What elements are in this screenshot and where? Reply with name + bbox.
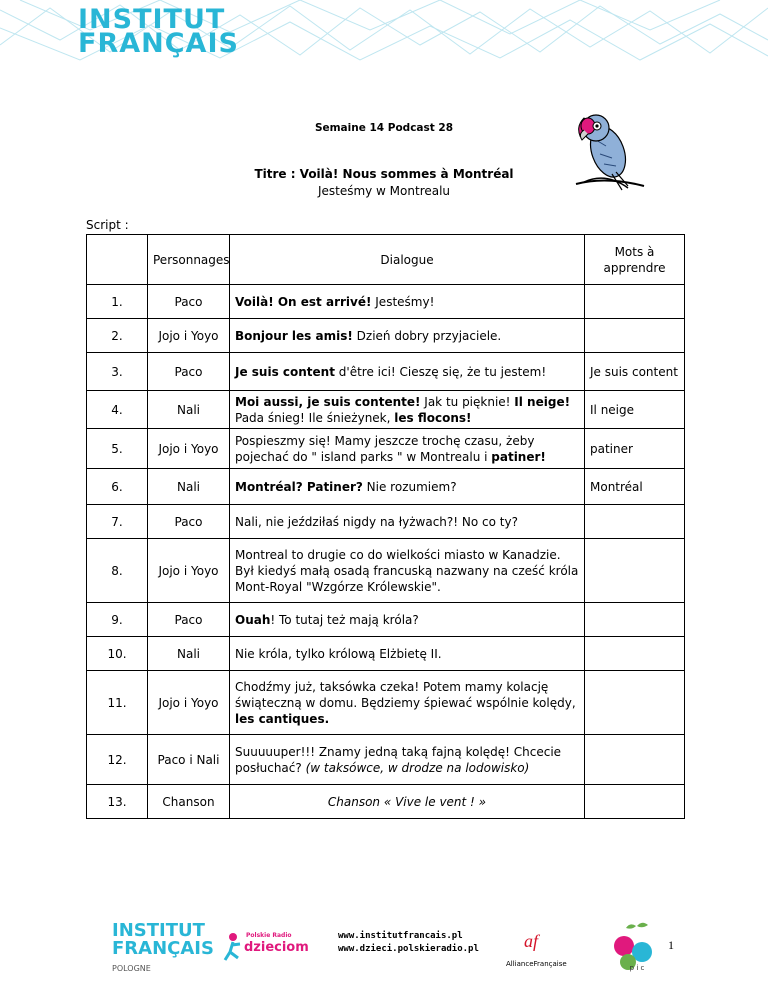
row-dialogue: [230, 391, 585, 429]
header-banner: [0, 0, 768, 62]
dialogue-text: Chodźmy już, taksówka czeka! Potem mamy kolację świąteczną w domu. Będziemy śpiewać wspólnie kolędy,: [235, 679, 576, 710]
dialogue-bold: Moi aussi, je suis contente!: [235, 394, 421, 409]
row-number: 8.: [87, 539, 148, 603]
row-character: Paco i Nali: [148, 735, 230, 785]
radio-small-label: Polskie Radio: [246, 932, 292, 939]
alliance-francaise-logo: [506, 926, 567, 968]
row-character: Nali: [148, 469, 230, 505]
row-dialogue: [230, 785, 585, 819]
dialogue-text: Pada śnieg! Ile śnieżynek,: [235, 410, 395, 425]
row-dialogue: [230, 285, 585, 319]
header-blank-cell: [87, 235, 148, 285]
dialogue-italic: (w taksówce, w drodze na lodowisko): [305, 760, 530, 775]
dialogue-bold: les flocons!: [394, 410, 472, 425]
dialogue-text: Montreal to drugie co do wielkości miasto w Kanadzie. Był kiedyś małą osadą francuską nazwany na cześć króla Mont-Royal "Wzgórze Królewskie".: [235, 547, 579, 594]
radio-name: dzieciom: [244, 940, 309, 955]
pic-letters: p i c: [629, 964, 645, 972]
logo-line-1: INSTITUT: [78, 4, 226, 35]
dialogue-text: Nie króla, tylko królową Elżbietę II.: [235, 646, 442, 661]
dialogue-bold: Bonjour les amis!: [235, 328, 353, 343]
row-character: Nali: [148, 637, 230, 671]
row-character: Paco: [148, 285, 230, 319]
footer: [0, 918, 768, 994]
table-row: [87, 735, 685, 785]
row-vocab: [585, 603, 685, 637]
parrot-illustration: [566, 106, 646, 192]
row-character: Jojo i Yoyo: [148, 319, 230, 353]
runner-icon: [222, 932, 244, 962]
row-vocab: [585, 285, 685, 319]
dialogue-bold: Montréal? Patiner?: [235, 479, 363, 494]
row-dialogue: [230, 469, 585, 505]
row-number: 10.: [87, 637, 148, 671]
logo-line-2: FRANÇAIS: [78, 28, 239, 59]
polskie-radio-dzieciom-logo: [222, 930, 309, 966]
dialogue-italic: Chanson « Vive le vent ! »: [327, 794, 487, 809]
dialogue-text: Nie rozumiem?: [362, 479, 457, 494]
row-character: Paco: [148, 603, 230, 637]
row-vocab: [585, 735, 685, 785]
dialogue-text: Jesteśmy!: [371, 294, 435, 309]
table-row: [87, 603, 685, 637]
dialogue-bold: les cantiques.: [235, 711, 330, 726]
dialogue-bold: Je suis content: [235, 364, 335, 379]
row-character: Jojo i Yoyo: [148, 671, 230, 735]
url-polskieradio[interactable]: www.dzieci.polskieradio.pl: [338, 944, 479, 954]
header-personnages: Personnages: [148, 235, 230, 285]
row-number: 2.: [87, 319, 148, 353]
table-header-row: [87, 235, 685, 285]
row-number: 13.: [87, 785, 148, 819]
row-vocab: [585, 539, 685, 603]
document-title: Titre : Voilà! Nous sommes à Montréal: [254, 167, 514, 181]
page-number: 1: [668, 938, 674, 952]
footer-logo-line-2: FRANÇAIS: [112, 938, 214, 959]
table-row: [87, 539, 685, 603]
row-dialogue: [230, 505, 585, 539]
af-mark: af: [523, 931, 538, 951]
row-number: 12.: [87, 735, 148, 785]
row-character: Jojo i Yoyo: [148, 539, 230, 603]
table-row: [87, 785, 685, 819]
header-mots: Mots à apprendre: [585, 235, 685, 285]
row-vocab: Je suis content: [585, 353, 685, 391]
footer-urls: [338, 930, 479, 956]
dialogue-table: [86, 234, 685, 819]
dialogue-text: Dzień dobry przyjaciele.: [352, 328, 502, 343]
row-number: 11.: [87, 671, 148, 735]
dialogue-text: ! To tutaj też mają króla?: [270, 612, 419, 627]
document-subtitle: Jesteśmy w Montrealu: [317, 184, 451, 198]
pic-logo: [612, 922, 662, 972]
row-vocab: [585, 785, 685, 819]
row-number: 7.: [87, 505, 148, 539]
row-character: Paco: [148, 505, 230, 539]
row-vocab: Il neige: [585, 391, 685, 429]
row-vocab: Montréal: [585, 469, 685, 505]
table-row: [87, 319, 685, 353]
header-dialogue: Dialogue: [230, 235, 585, 285]
footer-logo-line-1: INSTITUT: [112, 920, 205, 941]
row-dialogue: [230, 539, 585, 603]
row-number: 1.: [87, 285, 148, 319]
row-dialogue: [230, 353, 585, 391]
dialogue-text: Pospieszmy się! Mamy jeszcze trochę czasu, żeby pojechać do " island parks " w Montrealu i: [235, 433, 535, 464]
dialogue-bold: Voilà! On est arrivé!: [235, 294, 372, 309]
dialogue-text: Nali, nie jeździłaś nigdy na łyżwach?! No co ty?: [235, 514, 518, 529]
row-number: 6.: [87, 469, 148, 505]
table-row: [87, 469, 685, 505]
row-character: Chanson: [148, 785, 230, 819]
footer-logo-line-3: POLOGNE: [112, 964, 151, 973]
table-row: [87, 285, 685, 319]
table-row: [87, 429, 685, 469]
row-vocab: patiner: [585, 429, 685, 469]
table-row: [87, 637, 685, 671]
row-dialogue: [230, 319, 585, 353]
row-character: Paco: [148, 353, 230, 391]
dialogue-bold: Il neige!: [514, 394, 571, 409]
dialogue-bold: Ouah: [235, 612, 271, 627]
table-row: [87, 505, 685, 539]
row-dialogue: [230, 603, 585, 637]
table-row: [87, 353, 685, 391]
row-number: 3.: [87, 353, 148, 391]
row-number: 5.: [87, 429, 148, 469]
dialogue-bold: patiner!: [491, 449, 546, 464]
row-character: Jojo i Yoyo: [148, 429, 230, 469]
dialogue-text: Jak tu pięknie!: [420, 394, 515, 409]
row-vocab: [585, 505, 685, 539]
script-label: Script :: [86, 218, 129, 232]
row-character: Nali: [148, 391, 230, 429]
episode-label: Semaine 14 Podcast 28: [314, 122, 454, 134]
url-institut[interactable]: www.institutfrancais.pl: [338, 931, 463, 941]
row-dialogue: [230, 735, 585, 785]
row-number: 4.: [87, 391, 148, 429]
dialogue-text: Suuuuuper!!! Znamy jedną taką fajną kolędę! Chcecie posłuchać?: [235, 744, 562, 775]
row-vocab: [585, 319, 685, 353]
institut-francais-logo: [78, 4, 239, 59]
footer-institut-logo: [112, 922, 214, 978]
af-name: AllianceFrançaise: [506, 960, 567, 968]
row-dialogue: [230, 429, 585, 469]
table-row: [87, 391, 685, 429]
row-dialogue: [230, 671, 585, 735]
row-vocab: [585, 671, 685, 735]
dialogue-text: d'être ici! Cieszę się, że tu jestem!: [334, 364, 547, 379]
row-dialogue: [230, 637, 585, 671]
row-number: 9.: [87, 603, 148, 637]
row-vocab: [585, 637, 685, 671]
table-row: [87, 671, 685, 735]
